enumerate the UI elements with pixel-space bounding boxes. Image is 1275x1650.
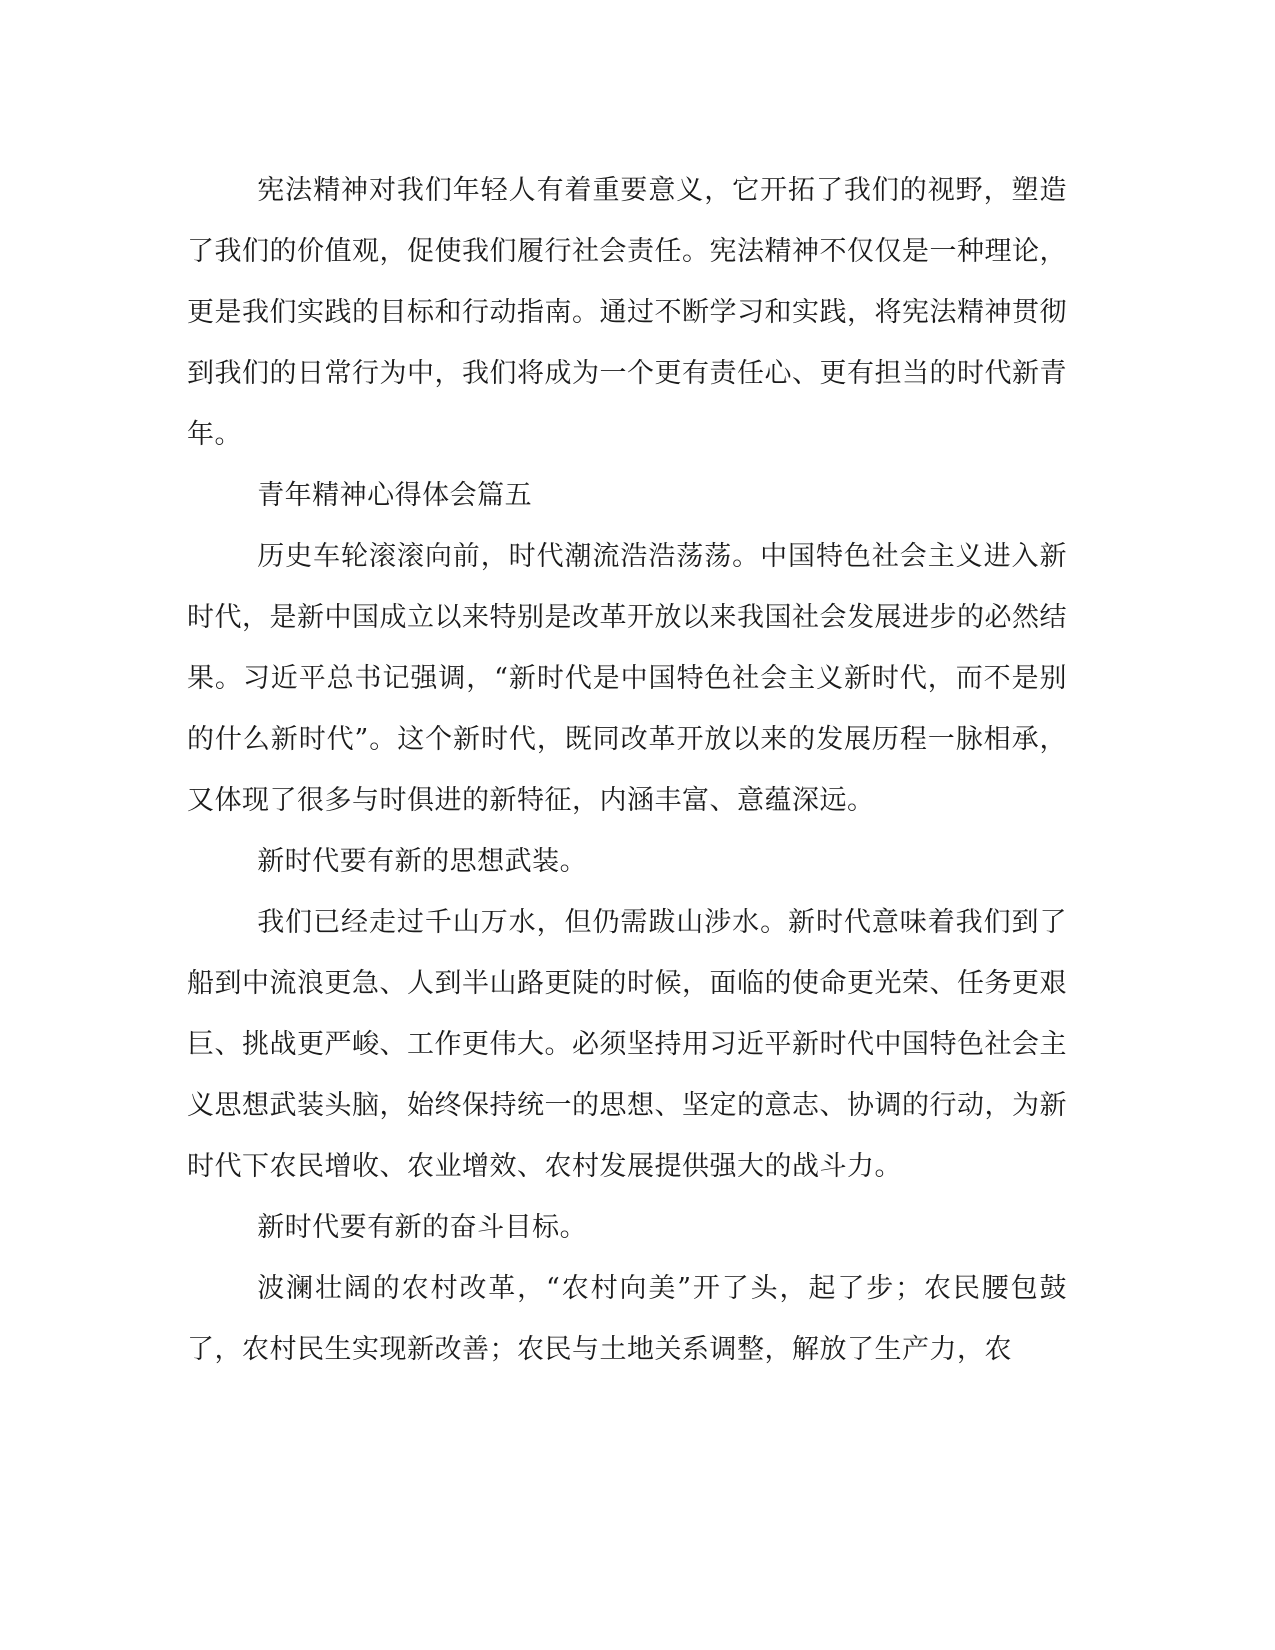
paragraph-rural-reform: 波澜壮阔的农村改革，“农村向美”开了头，起了步；农民腰包鼓了，农村民生实现新改善；农民与土地关系调整，解放了生产力，农 bbox=[187, 1273, 1067, 1365]
paragraph-constitution-spirit: 宪法精神对我们年轻人有着重要意义，它开拓了我们的视野，塑造了我们的价值观，促使我们履行社会责任。宪法精神不仅仅是一种理论，更是我们实践的目标和行动指南。通过不断学习和实践，将宪法精神贯彻到我们的日常行为中，我们将成为一个更有责任心、更有担当的时代新青年。 bbox=[187, 175, 1067, 450]
subheading-new-thought: 新时代要有新的思想武装。 bbox=[257, 846, 588, 877]
paragraph-new-era: 历史车轮滚滚向前，时代潮流浩浩荡荡。中国特色社会主义进入新时代，是新中国成立以来特别是改革开放以来我国社会发展进步的必然结果。习近平总书记强调，“新时代是中国特色社会主义新时代，而不是别的什么新时代”。这个新时代，既同改革开放以来的发展历程一脉相承，又体现了很多与时俱进的新特征，内涵丰富、意蕴深远。 bbox=[187, 541, 1067, 816]
paragraph-thought-armament: 我们已经走过千山万水，但仍需跋山涉水。新时代意味着我们到了船到中流浪更急、人到半山路更陡的时候，面临的使命更光荣、任务更艰巨、挑战更严峻、工作更伟大。必须坚持用习近平新时代中国特色社会主义思想武装头脑，始终保持统一的思想、坚定的意志、协调的行动，为新时代下农民增收、农业增效、农村发展提供强大的战斗力。 bbox=[187, 907, 1067, 1182]
document-body bbox=[187, 160, 1067, 1380]
subheading-new-goal: 新时代要有新的奋斗目标。 bbox=[257, 1212, 588, 1243]
section-heading: 青年精神心得体会篇五 bbox=[257, 480, 533, 511]
